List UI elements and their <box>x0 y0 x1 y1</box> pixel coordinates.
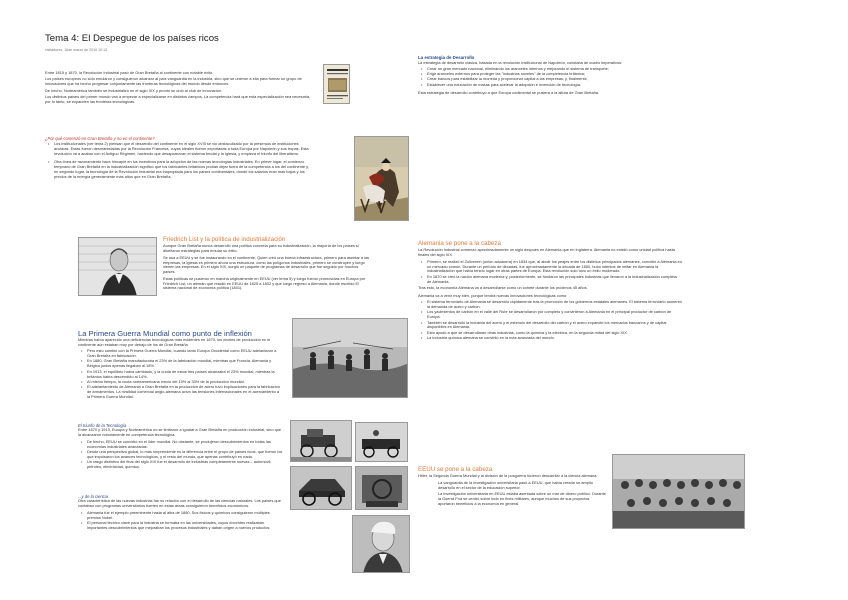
ciencia-heading: ...y de la ciencia <box>78 494 109 499</box>
list-p3: Estas políticas se pusieron en marcha originalmente en EEUU (ver tema 5) y luego fueron promovidas en Europa por Friedrich List, un alemán que residió en EEUU de 1825 a 1832 y que luego regresó a Alemania, donde escribió El sistema nacional de economía política (1841). <box>163 275 366 291</box>
ciencia-item: • El personal técnico clave para la industria se formaba en las universidades, cuyos docentes realizaban importantes descubrimientos que mejoraban los procesos industriales y daban origen a nuevos productos. <box>78 521 283 531</box>
estrategia-section <box>418 55 668 97</box>
primera-item: • Al mismo tiempo, la cuota norteamericana creció del 15% al 33% de la producción mundial. <box>78 380 283 385</box>
eeuu-heading: EEUU se pone a la cabeza <box>418 466 493 473</box>
tecnologia-item: • Un rasgo distintivo del final del siglo XIX fue el desarrollo de industrias completamente nuevas – automóvil, petróleo, electricidad, química. <box>78 460 283 470</box>
tecnologia-heading: El triunfo de la Tecnología <box>78 423 127 428</box>
intro-p1: Entre 1815 y 1870, la Revolución Industrial pasó de Gran Bretaña al continente con notable éxito. <box>45 70 214 75</box>
alemania-item: • El sistema ferroviario de Alemania se desarrolló rápidamente tras la promoción de los gobiernos estatales alemanes. El sistema ferroviario aumentó la demanda de acero y carbón. <box>418 300 682 310</box>
eeuu-p2: La vanguardia de la investigación universitaria pasó a EEUU, que había creado un amplio desarrollo en el sector de la educación superior. <box>438 479 593 490</box>
factory-machine-photo <box>355 466 408 510</box>
ciencia-item: • Alemania fue el ejemplo preeminente hasta al alba de 1880. Sus físicos y químicos consiguieron múltiples premios Nobel. <box>78 511 283 521</box>
primera-guerra-section <box>78 329 283 401</box>
tecnologia-item: • Desde una perspectiva global, lo más sorprendente es la diferencia entre el grupo de países ricos, que fueron los que impulsaron los avances tecnológicos, y el resto del mundo, que apenas contribuyó en nada. <box>78 450 283 460</box>
estrategia-closing: Esta estrategia de desarrollo contribuyó a que Europa continental se pusiera a la altura de Gran Bretaña. <box>418 89 600 95</box>
ciencia-p1: Otra característica de las nuevas industrias fue su relación con el desarrollo de las ciencias naturales. Los países que contaban con programas universitarios fuertes en estas áreas consiguieron beneficios económicos. <box>78 498 281 509</box>
alemania-item: • También se desarrolló la industria del acero y el estímulo del desarrollo del carbón y el acero expandió los mercados bancarios y de capital disponibles en Alemania. <box>418 321 682 331</box>
primera-item: • En 1880, Gran Bretaña manufacturaba el 23% de la fabricación mundial, mientras que Francia, Alemania y Bélgica juntos apenas llegaban al 18%. <box>78 359 283 369</box>
primera-item: • El adelantamiento de Alemania a Gran Bretaña en la producción de acero tuvo implicaciones para la fabricación de armamentos. La rivalidad comercial anglo-alemana avivó las tensiones internacionales en el acercamiento a la Primera Guerra Mundial. <box>78 385 283 400</box>
early-car-photo-3 <box>290 466 352 510</box>
why-question: ¿Por qué comenzó en Gran Bretaña y no en el continente? <box>45 136 155 141</box>
early-car-photo-1 <box>290 420 352 462</box>
estrategia-item: • Crear un gran mercado nacional, eliminando los aranceles internos y mejorando el sistema de transporte; <box>418 67 668 72</box>
ciencia-section <box>78 494 283 532</box>
alemania-item: • En 1870 se creó la nación alemana moderna y, posteriormente, se fundaron las principales industrias que llevaron a la industrialización completa de Alemania. <box>418 275 682 285</box>
alemania-section <box>418 240 682 342</box>
intro-p2: Los países europeos no sólo emularon y consiguieron alcanzar al país vanguardia en la industria, sino que se unieron a ella para formar un grupo de innovadores que ha hecho progresar conjuntamente las fronteras tecnológicas del mundo desde entonces. <box>45 76 302 87</box>
early-car-photo-2 <box>355 422 408 462</box>
why-item: • Los institucionales (ver tema 2) piensan que el desarrollo del continente en el siglo XVIII se vio obstaculizado por la presencia de instituciones arcaicas. Estas fueron desmanteladas por la Revolución Francesa, cuyas ideales fueron exportadas a toda Europa por Napoleón y sus tropas. Esta revolución va a acabar con el Antiguo Régimen, haciendo que desaparezcan el sistema feudal y la Iglesia, y empieza el triunfo del liberalismo. <box>45 142 313 157</box>
scientist-portrait <box>352 515 410 573</box>
list-p1: Aunque Gran Bretaña nunca desarrolló una política concreta para su industrialización, la mayoría de los países sí diseñaron estrategias para emular su éxito. <box>163 243 359 254</box>
eeuu-p1: Hitler, la Segunda Guerra Mundial y la división de la posguerra hicieron descarrilar a la ciencia alemana. <box>418 473 598 479</box>
tecnologia-item: • De hecho, EEUU se convirtió en el líder mundial. No obstante, se produjeron descubrimientos en todas las economías industriales avanzadas. <box>78 440 283 450</box>
alemania-item: • Los yacimientos de carbón en el valle del Ruhr se desarrollaron por completo y convirtieron a Alemania en el principal productor de carbón de Europa. <box>418 310 682 320</box>
page-meta: visitadores, 16de marzo de 2010 10:13 <box>45 48 108 52</box>
alemania-item: • Esto ayudó a que se desarrollaran otras industrias, como la química y la eléctrica, en la segunda mitad del siglo XIX. <box>418 331 682 336</box>
alemania-p3: Alemania va a venir muy bien, porque tendrá nuevas innovaciones tecnológicas como: <box>418 292 568 298</box>
why-item: • Otra línea de razonamiento hace hincapié en los incentivos para la adopción de las nuevas tecnologías industriales. En primer lugar, el comienzo temprano de Gran Bretaña en la industrialización significó que los fabricantes británicos podían dejar fuera de la competencia a los del continente y, en segundo lugar, la tecnología de la Revolución Industrial era inapropiada para los países continentales, donde los salarios eran más bajos y los precios de la energía generalmente más altos que en Gran Bretaña. <box>45 160 313 180</box>
primera-p1: Mientras había aparecido una deficiencias tecnológicas más evidentes en 1870, los niveles de producción en el continente aún estaban muy por debajo de los de Gran Bretaña. <box>78 337 271 347</box>
tecnologia-section <box>78 423 283 471</box>
scientists-group-photo <box>612 454 745 529</box>
estrategia-lead: La estrategia de desarrollo clásica, basada en la revolución institucional de Napoleón, constaba de cuatro imperativos: <box>418 59 623 65</box>
book-cover-image <box>323 64 350 104</box>
primera-heading: La Primera Guerra Mundial como punto de inflexión <box>78 329 252 338</box>
friedrich-list-portrait <box>78 237 157 296</box>
intro-section <box>45 71 313 106</box>
primera-item: • En 1913, el equilibrio había cambiado, y la cuota de estos tres países alcanzaba el 23% mundial, mientras la británica había descendido al 14%. <box>78 370 283 380</box>
alemania-item: • La industria química alemana se convirtió en la más avanzada del mundo. <box>418 336 682 341</box>
estrategia-heading: La estrategia de Desarrollo <box>418 55 475 60</box>
alemania-p1: La Revolución Industrial comenzó aproximadamente un siglo después en Alemania que en Inglaterra. Alemania no existió como unidad política hasta finales del siglo XIX. <box>418 247 675 258</box>
alemania-heading: Alemania se pone a la cabeza <box>418 240 501 247</box>
alemania-item: • Primero, se realizó el Zollverein (unión aduanera) en 1834 que, al abolir los peajes entre los distintos principados alemanes, convirtió a Alemania en un mercado común. Durante un período de décadas, fue aproximadamente la década de 1850, hubo intentos de imitar en Alemania la industrialización que había tenido lugar en otras partes de Europa. Esta revolución solo tuvo un éxito moderado. <box>418 260 682 275</box>
soldiers-photo <box>292 318 408 398</box>
why-section <box>45 136 313 181</box>
estrategia-item: • Erigir aranceles externos para proteger las "industrias noveles" de la competencia británica; <box>418 72 668 77</box>
list-section <box>163 236 371 293</box>
primera-item: • Pero esto cambió con la Primera Guerra Mundial, cuando tanto Europa Occidental como EEUU adelantaron a Gran Bretaña en fabricación. <box>78 349 283 359</box>
intro-p3: De hecho, Norteamérica también se industrializó en el siglo XIX y pronto se unió al club de innovación. <box>45 87 223 93</box>
estrategia-item: • Crear bancos para estabilizar la moneda y proporcionar capital a las empresas; y, finalmente, <box>418 77 668 82</box>
list-heading: Friedrich List y la política de industrialización <box>163 236 286 243</box>
page-title: Tema 4: El Despegue de los países ricos <box>45 33 219 44</box>
eeuu-section <box>418 466 606 508</box>
alemania-p2: Tras esto, la economía Alemana va a desarrollarse como un cohete durante los próximos 45 años. <box>418 284 588 290</box>
estrategia-item: • Establecer una educación de masas para acelerar la adopción e invención de tecnología. <box>418 83 668 88</box>
napoleon-painting-image <box>354 136 409 221</box>
list-p2: Se usa a EEUU y se fue instaurando en el continente. Quien creó una buena infraestructura, primero para asentar a las empresas, la Iglesia es primero ahora una estructura, como las polígonos industriales, primero se construyen y luego vienen las empresas. En el siglo XIX, surgió un paquete de programas de desarrollo que fue seguido por muchos países. <box>163 254 370 275</box>
eeuu-p3: La investigación universitaria en EEUU estaba asentada sobre un mar de dinero público. Durante la Guerra Fría se centró sobre todo en fines militares, aunque muchos de sus proyectos aportaron beneficios a la economía en general. <box>438 490 606 506</box>
tecnologia-p1: Entre 1870 y 1913, Europa y Norteamérica no se limitaron a igualar a Gran Bretaña en producción industrial, sino que la alcanzaron notoriamente en competencia tecnológica. <box>78 427 282 438</box>
intro-p4: Los distintos países del primer mundo van a empezar a especializarse en distintos campos. La competencia hará que esta especialización sea necesaria, por lo tanto, se expanden las fronteras tecnológicas. <box>45 93 311 104</box>
